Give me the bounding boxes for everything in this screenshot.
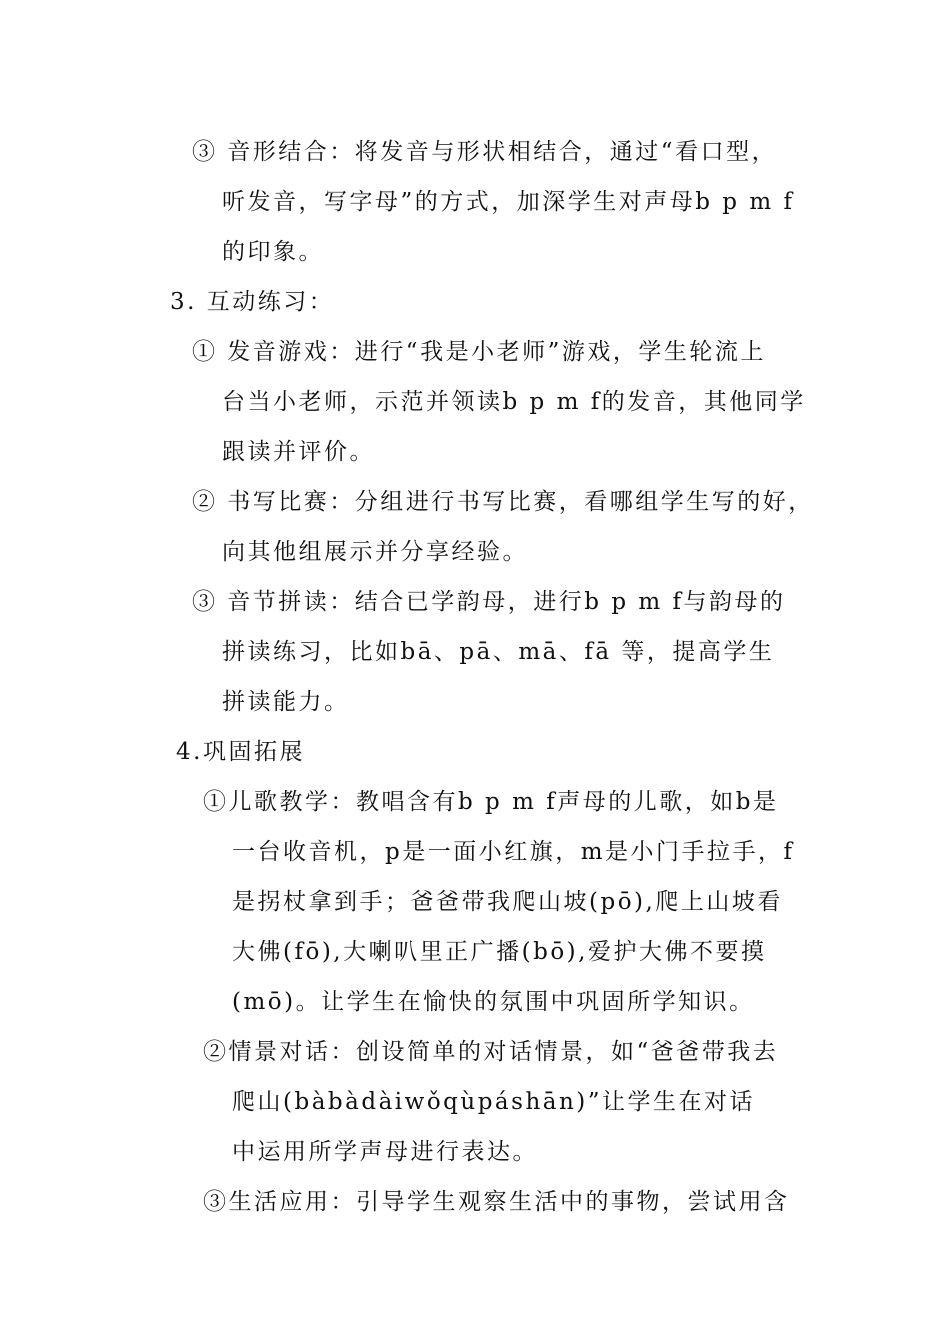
- text-line: ② 书写比赛：分组进行书写比赛，看哪组学生写的好，: [192, 489, 814, 515]
- text-line: 跟读并评价。: [222, 439, 375, 465]
- text-line: 拼读练习，比如bā、pā、mā、fā 等，提高学生: [222, 639, 775, 665]
- text-line: 是拐杖拿到手；爸爸带我爬山坡(pō),爬上山坡看: [232, 889, 783, 915]
- text-line: ①儿歌教学：教唱含有b p m f声母的儿歌，如b是: [203, 789, 779, 815]
- text-line: 爬山(bàbàdàiwǒqùpáshān)”让学生在对话: [232, 1089, 756, 1115]
- section-heading: 4.巩固拓展: [176, 739, 305, 765]
- section-heading: 3. 互动练习：: [170, 289, 335, 315]
- text-line: 中运用所学声母进行表达。: [232, 1139, 538, 1165]
- text-line: 的印象。: [222, 239, 324, 265]
- text-line: (mō)。让学生在愉快的氛围中巩固所学知识。: [232, 989, 755, 1015]
- text-line: 大佛(fō),大喇叭里正广播(bō),爱护大佛不要摸: [232, 939, 767, 965]
- text-line: ③生活应用：引导学生观察生活中的事物，尝试用含: [203, 1189, 790, 1215]
- text-line: 一台收音机，p是一面小红旗，m是小门手拉手，f: [232, 839, 795, 865]
- text-line: 听发音，写字母”的方式，加深学生对声母b p m f: [222, 189, 795, 215]
- text-line: ① 发音游戏：进行“我是小老师”游戏，学生轮流上: [192, 339, 766, 365]
- text-line: ③ 音节拼读：结合已学韵母，进行b p m f与韵母的: [192, 589, 786, 615]
- text-line: ②情景对话：创设简单的对话情景，如“爸爸带我去: [203, 1039, 779, 1065]
- text-line: ③ 音形结合：将发音与形状相结合，通过“看口型，: [192, 139, 778, 165]
- text-line: 向其他组展示并分享经验。: [222, 539, 528, 565]
- text-line: 台当小老师，示范并领读b p m f的发音，其他同学: [222, 389, 806, 415]
- text-line: 拼读能力。: [222, 689, 350, 715]
